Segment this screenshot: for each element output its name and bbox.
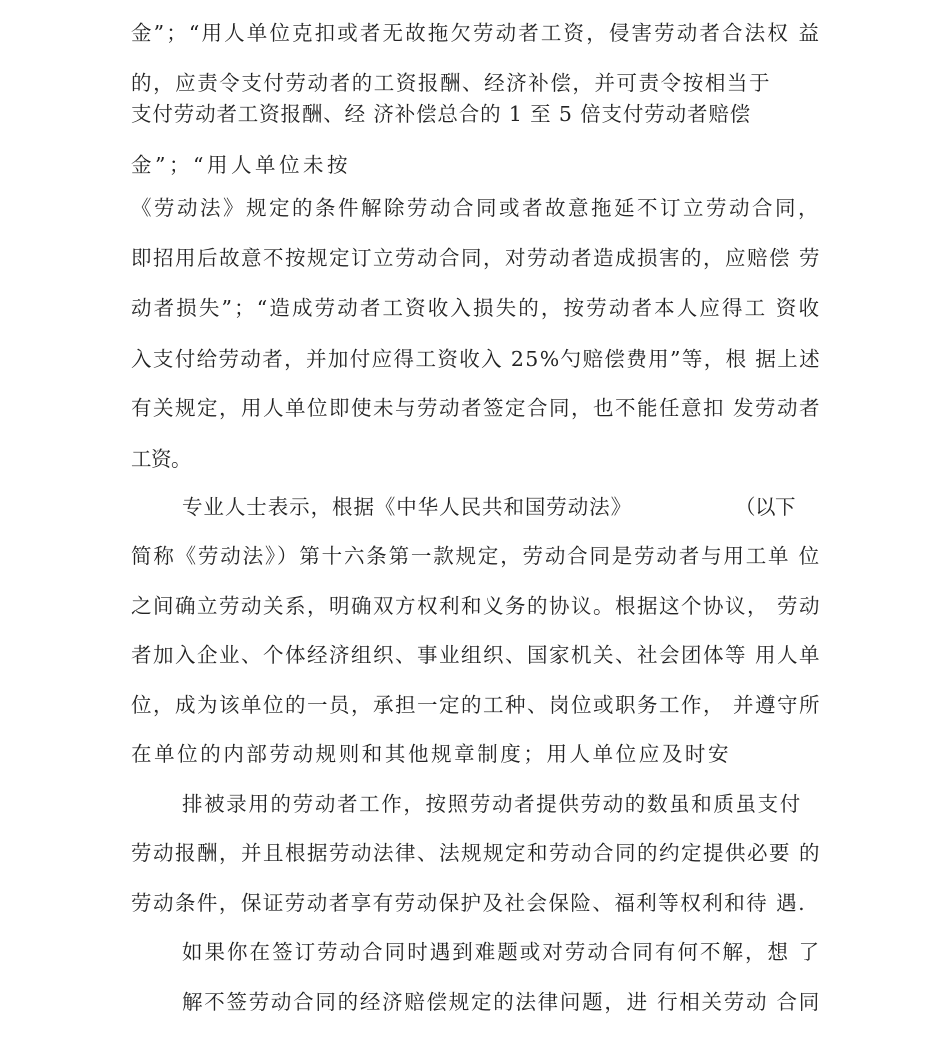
text-line: 金”；“用人单位未按 bbox=[131, 153, 351, 177]
text-line: 之间确立劳动关系，明确双方权利和义务的协议。根据这个协议， 劳动 bbox=[131, 594, 822, 618]
text-line: 劳动报酬，并且根据劳动法律、法规规定和劳动合同的约定提供必要 的 bbox=[131, 841, 822, 865]
text-line: 专业人士表示，根据《中华人民共和国劳动法》 bbox=[182, 495, 633, 519]
text-line: 解不签劳动合同的经济赔偿规定的法律问题，进 行相关劳动 合同 bbox=[182, 990, 821, 1014]
text-line: 排被录用的劳动者工作，按照劳动者提供劳动的数虽和质虽支付 bbox=[182, 792, 802, 816]
text-line: 《劳动法》规定的条件解除劳动合同或者故意拖延不订立劳动合同， bbox=[131, 196, 821, 220]
text-line: 劳动条件，保证劳动者享有劳动保护及社会保险、福利等权利和待 遇. bbox=[131, 891, 807, 915]
text-line: 有关规定，用人单位即使未与劳动者签定合同，也不能任意扣 发劳动者 bbox=[131, 396, 822, 420]
text-line: 简称《劳动法》）第十六条第一款规定，劳动合同是劳动者与用工单 位 bbox=[131, 544, 822, 568]
text-line: 在单位的内部劳动规则和其他规章制度；用人单位应及时安 bbox=[131, 742, 732, 766]
text-line: （以下 bbox=[735, 495, 795, 519]
text-line: 者加入企业、个体经济组织、事业组织、国家机关、社会团体等 用人单 bbox=[131, 643, 822, 667]
text-line: 支付劳动者工资报酬、经 济补偿总合的 1 至 5 倍支付劳动者赔偿 bbox=[131, 102, 752, 126]
text-line: 如果你在签订劳动合同时遇到难题或对劳动合同有何不解，想 了 bbox=[182, 940, 822, 964]
text-line: 动者损失”；“造成劳动者工资收入损失的，按劳动者本人应得工 资收 bbox=[131, 296, 822, 320]
text-line: 金”；“用人单位克扣或者无故拖欠劳动者工资，侵害劳动者合法权 益 bbox=[131, 21, 822, 45]
text-line: 入支付给劳动者，并加付应得工资收入 25%勺赔偿费用”等，根 据上述 bbox=[131, 347, 821, 371]
text-line: 工资。 bbox=[131, 447, 191, 471]
text-line: 即招用后故意不按规定订立劳动合同，对劳动者造成损害的，应赔偿 劳 bbox=[131, 246, 822, 270]
text-line: 位，成为该单位的一员，承担一定的工种、岗位或职务工作， 并遵守所 bbox=[131, 693, 822, 717]
text-line: 的，应责令支付劳动者的工资报酬、经济补偿，并可责令按相当于 bbox=[131, 71, 772, 95]
